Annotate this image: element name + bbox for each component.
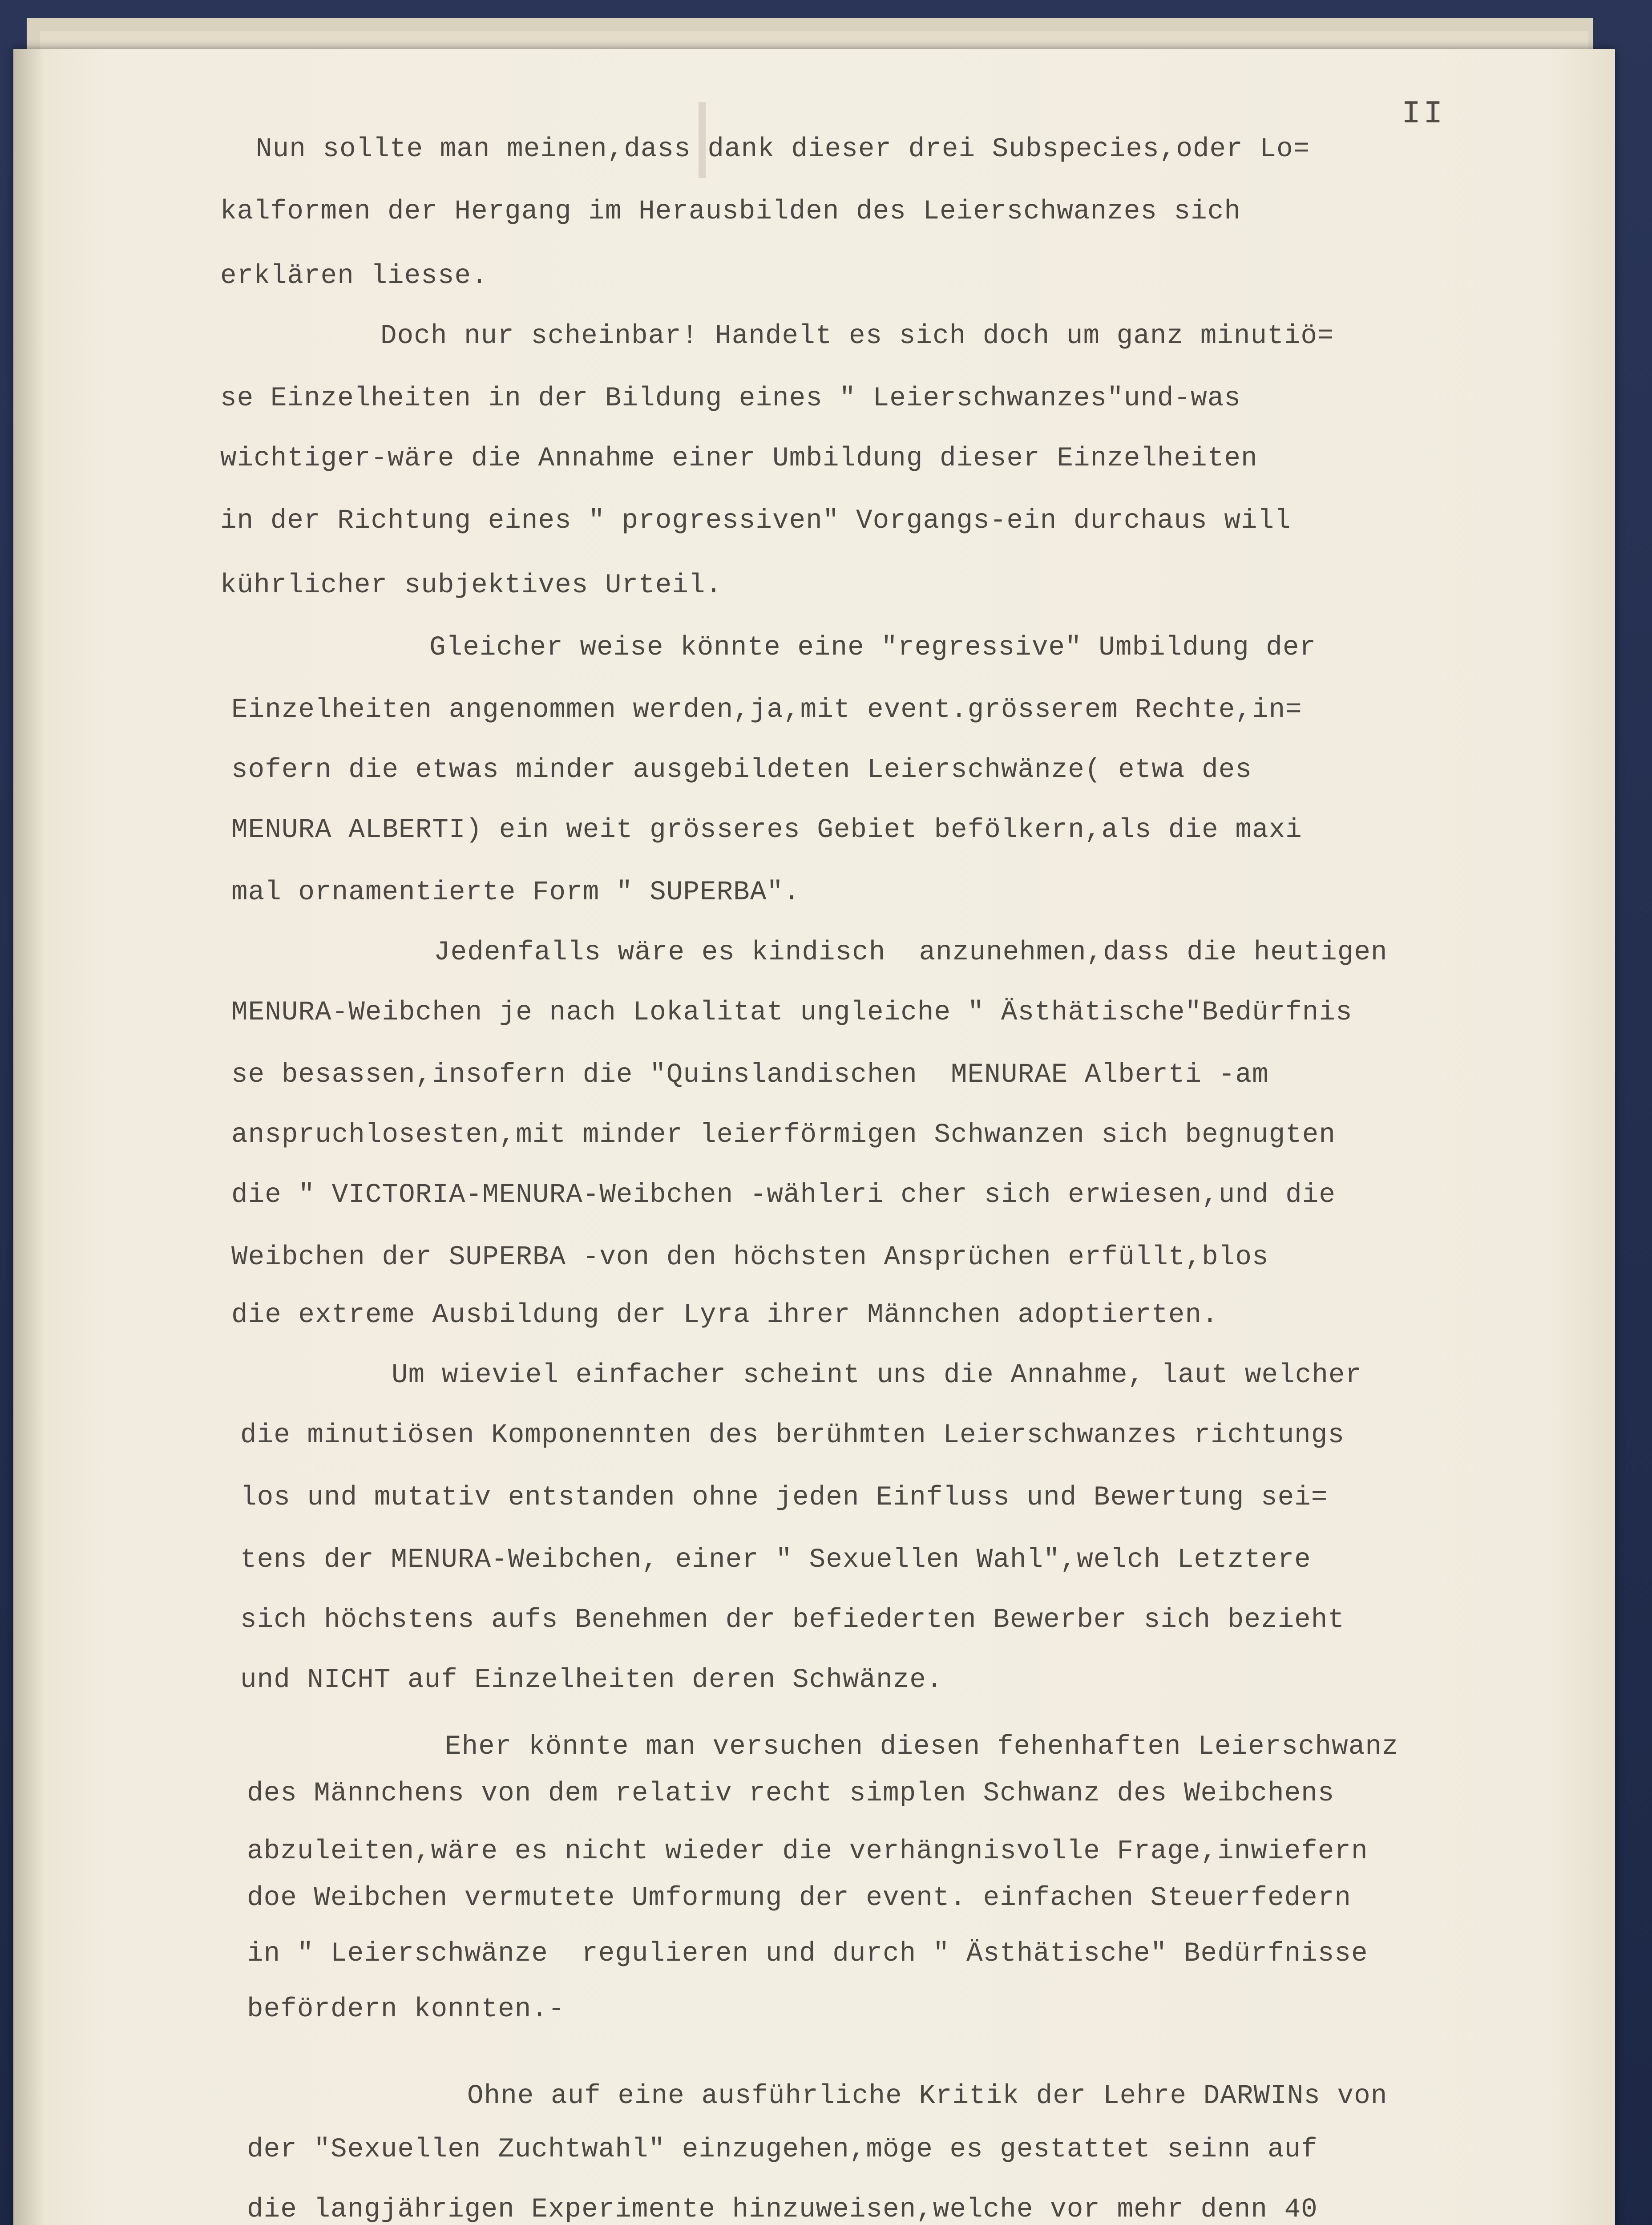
text-line: die minutiösen Komponennten des berühmten Leierschwanzes richtungs (240, 1420, 1345, 1451)
text-line: Um wieviel einfacher scheint uns die Annahme, laut welcher (392, 1360, 1362, 1391)
text-line: anspruchlosesten,mit minder leierförmigen Schwanzen sich begnugten (231, 1120, 1336, 1150)
text-line: Nun sollte man meinen,dass dank dieser drei Subspecies,oder Lo= (256, 134, 1310, 165)
text-line: MENURA-Weibchen je nach Lokalitat ungleiche " Ästhätische"Bedürfnis (231, 997, 1353, 1028)
text-line: Ohne auf eine ausführliche Kritik der Lehre DARWINs von (467, 2081, 1388, 2112)
text-line: se besassen,insofern die "Quinslandischen MENURAE Alberti -am (231, 1060, 1269, 1090)
text-line: der "Sexuellen Zuchtwahl" einzugehen,möge es gestattet seinn auf (247, 2134, 1318, 2165)
text-line: Gleicher weise könnte eine "regressive" Umbildung der (429, 632, 1317, 663)
text-line: des Männchens von dem relativ recht simplen Schwanz des Weibchens (247, 1778, 1335, 1809)
text-line: kührlicher subjektives Urteil. (220, 570, 723, 601)
text-line: sich höchstens aufs Benehmen der befiederten Bewerber sich bezieht (240, 1605, 1345, 1635)
text-line: in " Leierschwänze regulieren und durch " Ästhätische" Bedürfnisse (247, 1938, 1368, 1969)
text-line: sofern die etwas minder ausgebildeten Leierschwänze( etwa des (231, 755, 1252, 785)
text-line: abzuleiten,wäre es nicht wieder die verhängnisvolle Frage,inwiefern (247, 1836, 1368, 1867)
text-line: los und mutativ entstanden ohne jeden Einfluss und Bewertung sei= (240, 1482, 1328, 1513)
text-line: die extreme Ausbildung der Lyra ihrer Männchen adoptierten. (231, 1300, 1219, 1331)
text-line: Einzelheiten angenommen werden,ja,mit event.grösserem Rechte,in= (231, 695, 1302, 725)
text-line: doe Weibchen vermutete Umformung der event. einfachen Steuerfedern (247, 1883, 1351, 1914)
text-line: wichtiger-wäre die Annahme einer Umbildung dieser Einzelheiten (220, 443, 1258, 474)
text-line: Jedenfalls wäre es kindisch anzunehmen,dass die heutigen (434, 937, 1388, 968)
text-line: erklären liesse. (220, 261, 488, 291)
text-line: mal ornamentierte Form " SUPERBA". (231, 877, 800, 908)
text-line: die " VICTORIA-MENURA-Weibchen -wähleri cher sich erwiesen,und die (231, 1180, 1336, 1210)
text-line: in der Richtung eines " progressiven" Vorgangs-ein durchaus will (220, 506, 1291, 536)
spine-shadow (13, 49, 44, 2225)
text-line: Eher könnte man versuchen diesen fehenhaften Leierschwanz (445, 1731, 1399, 1762)
text-line: Doch nur scheinbar! Handelt es sich doch um ganz minutiö= (380, 321, 1334, 352)
text-line: und NICHT auf Einzelheiten deren Schwänze. (240, 1665, 943, 1695)
text-line: befördern konnten.- (247, 1994, 565, 2025)
page-number: II (1402, 96, 1446, 132)
text-line: Weibchen der SUPERBA -von den höchsten Ansprüchen erfüllt,blos (231, 1242, 1269, 1273)
text-line: se Einzelheiten in der Bildung eines " Leierschwanzes"und-was (220, 383, 1241, 414)
text-line: kalformen der Hergang im Herausbilden des Leierschwanzes sich (220, 196, 1241, 227)
text-line: tens der MENURA-Weibchen, einer " Sexuellen Wahl",welch Letztere (240, 1545, 1311, 1575)
text-line: die langjährigen Experimente hinzuweisen,welche vor mehr denn 40 (247, 2194, 1318, 2225)
text-line: MENURA ALBERTI) ein weit grösseres Gebiet befölkern,als die maxi (231, 815, 1302, 846)
